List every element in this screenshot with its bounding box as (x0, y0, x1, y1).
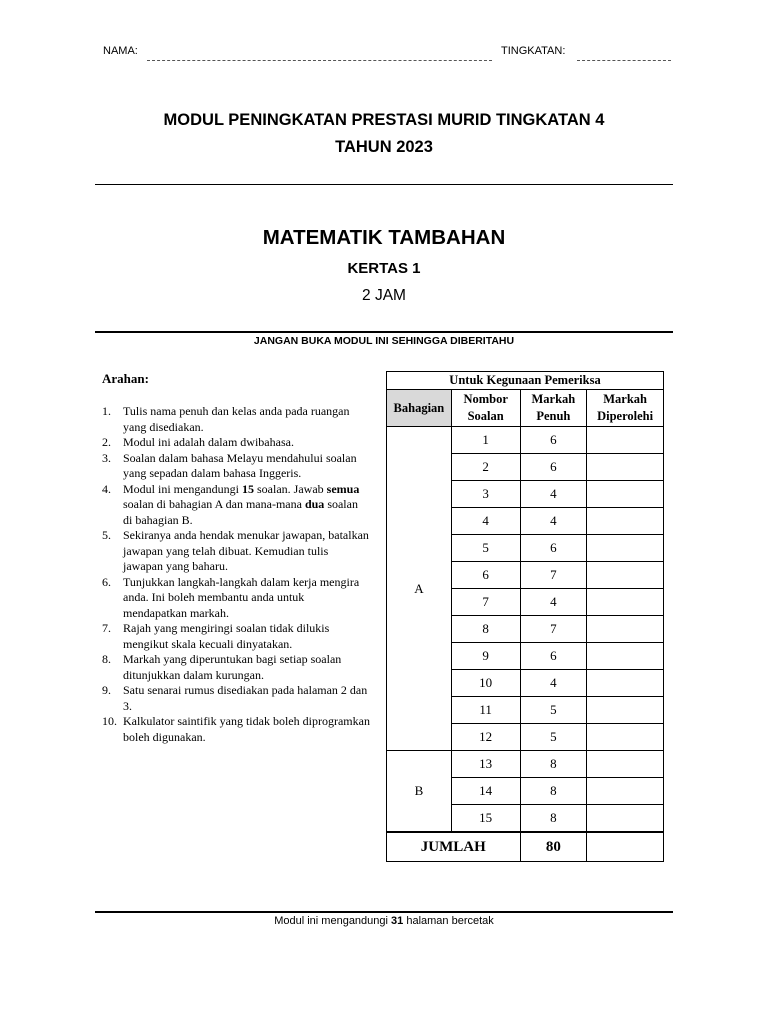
form-label: TINGKATAN: (501, 45, 566, 57)
instruction-text: soalan. Jawab (254, 481, 327, 496)
instruction-text: Soalan dalam bahasa Melayu mendahului soalan yang sepadan dalam bahasa Inggeris. (123, 450, 357, 480)
instruction-text: Modul ini adalah dalam dwibahasa. (123, 435, 294, 449)
divider-warning (95, 331, 673, 333)
instruction-number: 10. (102, 714, 117, 728)
full-marks: 6 (520, 427, 587, 454)
header-section: Bahagian (387, 390, 452, 427)
full-marks: 5 (520, 697, 587, 724)
full-marks: 4 (520, 508, 587, 535)
subject-title: MATEMATIK TAMBAHAN (262, 226, 506, 249)
footer-page-count: 31 (391, 915, 404, 927)
instruction-item (102, 683, 370, 714)
instruction-emphasis: semua (326, 481, 360, 496)
instruction-text: Modul ini mengandungi (123, 481, 242, 496)
header-question-number (451, 390, 520, 427)
instruction-emphasis: 15 (242, 481, 254, 496)
header-obtained-line2: Diperolehi (597, 409, 654, 423)
question-number: 14 (451, 778, 520, 805)
header-full-line2: Penuh (536, 409, 571, 423)
instruction-item (102, 714, 370, 745)
examiner-table (386, 371, 664, 862)
marks-obtained-cell[interactable] (587, 643, 664, 670)
instructions-list (102, 404, 370, 745)
full-marks: 4 (520, 481, 587, 508)
instruction-number: 7. (102, 621, 111, 635)
instruction-text: Tunjukkan langkah-langkah dalam kerja mengira anda. Ini boleh membantu anda untuk mendapatkan markah. (123, 574, 360, 620)
footer-text-before: Modul ini mengandungi (274, 915, 392, 927)
header-marks-obtained (587, 390, 664, 427)
module-year: TAHUN 2023 (335, 138, 433, 156)
instruction-number: 6. (102, 574, 111, 589)
instruction-number: 4. (102, 481, 111, 496)
instructions-heading: Arahan: (102, 371, 149, 386)
question-number: 5 (451, 535, 520, 562)
full-marks: 8 (520, 805, 587, 833)
full-marks: 7 (520, 616, 587, 643)
divider-footer (95, 911, 673, 913)
question-number: 1 (451, 427, 520, 454)
table-row (387, 751, 664, 778)
marks-obtained-cell[interactable] (587, 616, 664, 643)
total-obtained-cell[interactable] (587, 832, 664, 862)
instruction-text: soalan di bahagian A dan mana-mana (123, 497, 305, 511)
header-question-line2: Soalan (467, 409, 504, 423)
footer-text-after: halaman bercetak (403, 915, 494, 927)
header-full-line1: Markah (531, 392, 576, 406)
footer-note (0, 915, 768, 927)
instruction-text: Rajah yang mengiringi soalan tidak dilukis mengikut skala kecuali dinyatakan. (123, 621, 330, 651)
marks-obtained-cell[interactable] (587, 508, 664, 535)
table-caption: Untuk Kegunaan Pemeriksa (387, 372, 664, 390)
full-marks: 6 (520, 643, 587, 670)
instruction-text: Kalkulator saintifik yang tidak boleh diprogramkan boleh digunakan. (123, 714, 370, 744)
instruction-number: 1. (102, 404, 111, 418)
marks-obtained-cell[interactable] (587, 535, 664, 562)
question-number: 15 (451, 805, 520, 833)
marks-obtained-cell[interactable] (587, 805, 664, 833)
instruction-item (102, 482, 370, 529)
instruction-number: 5. (102, 528, 111, 542)
question-number: 4 (451, 508, 520, 535)
question-number: 11 (451, 697, 520, 724)
full-marks: 6 (520, 535, 587, 562)
full-marks: 8 (520, 751, 587, 778)
full-marks: 4 (520, 670, 587, 697)
instruction-item (102, 575, 370, 622)
form-field[interactable] (577, 60, 671, 61)
section-label: B (387, 751, 452, 833)
question-number: 13 (451, 751, 520, 778)
question-number: 7 (451, 589, 520, 616)
question-number: 12 (451, 724, 520, 751)
marks-obtained-cell[interactable] (587, 589, 664, 616)
marks-obtained-cell[interactable] (587, 724, 664, 751)
exam-duration: 2 JAM (362, 287, 406, 304)
instruction-text: Markah yang diperuntukan bagi setiap soalan ditunjukkan dalam kurungan. (123, 652, 342, 682)
header-question-line1: Nombor (463, 392, 508, 406)
marks-obtained-cell[interactable] (587, 670, 664, 697)
instruction-text: Satu senarai rumus disediakan pada halaman 2 dan 3. (123, 683, 368, 713)
name-label: NAMA: (103, 45, 138, 57)
instruction-number: 8. (102, 652, 111, 666)
marks-obtained-cell[interactable] (587, 481, 664, 508)
full-marks: 4 (520, 589, 587, 616)
marks-obtained-cell[interactable] (587, 751, 664, 778)
table-row (387, 427, 664, 454)
module-title: MODUL PENINGKATAN PRESTASI MURID TINGKATAN 4 (163, 111, 605, 129)
question-number: 3 (451, 481, 520, 508)
question-number: 6 (451, 562, 520, 589)
instruction-emphasis: dua (304, 497, 325, 511)
marks-obtained-cell[interactable] (587, 697, 664, 724)
question-number: 10 (451, 670, 520, 697)
total-label: JUMLAH (387, 832, 521, 862)
instruction-number: 3. (102, 450, 111, 465)
section-label: A (387, 427, 452, 751)
instruction-number: 2. (102, 435, 111, 449)
instruction-item (102, 404, 370, 435)
question-number: 8 (451, 616, 520, 643)
marks-obtained-cell[interactable] (587, 427, 664, 454)
instruction-item (102, 451, 370, 482)
header-full-marks (520, 390, 587, 427)
full-marks: 6 (520, 454, 587, 481)
divider-top (95, 184, 673, 185)
instruction-item (102, 621, 370, 652)
marks-obtained-cell[interactable] (587, 562, 664, 589)
full-marks: 7 (520, 562, 587, 589)
question-number: 9 (451, 643, 520, 670)
instruction-item (102, 435, 370, 451)
instruction-item (102, 528, 370, 575)
marks-obtained-cell[interactable] (587, 778, 664, 805)
full-marks: 5 (520, 724, 587, 751)
header-obtained-line1: Markah (603, 392, 647, 406)
instruction-text: soalan di bahagian B. (123, 497, 358, 527)
question-number: 2 (451, 454, 520, 481)
instruction-number: 9. (102, 683, 111, 697)
total-value: 80 (520, 832, 587, 862)
instruction-item (102, 652, 370, 683)
name-field[interactable] (147, 60, 492, 61)
paper-number: KERTAS 1 (347, 260, 421, 277)
full-marks: 8 (520, 778, 587, 805)
instruction-text: Sekiranya anda hendak menukar jawapan, batalkan jawapan yang telah dibuat. Kemudian tulis jawapan yang baharu. (123, 528, 369, 573)
instruction-text: Tulis nama penuh dan kelas anda pada ruangan yang disediakan. (123, 404, 350, 434)
marks-obtained-cell[interactable] (587, 454, 664, 481)
warning-notice: JANGAN BUKA MODUL INI SEHINGGA DIBERITAHU (253, 335, 515, 347)
